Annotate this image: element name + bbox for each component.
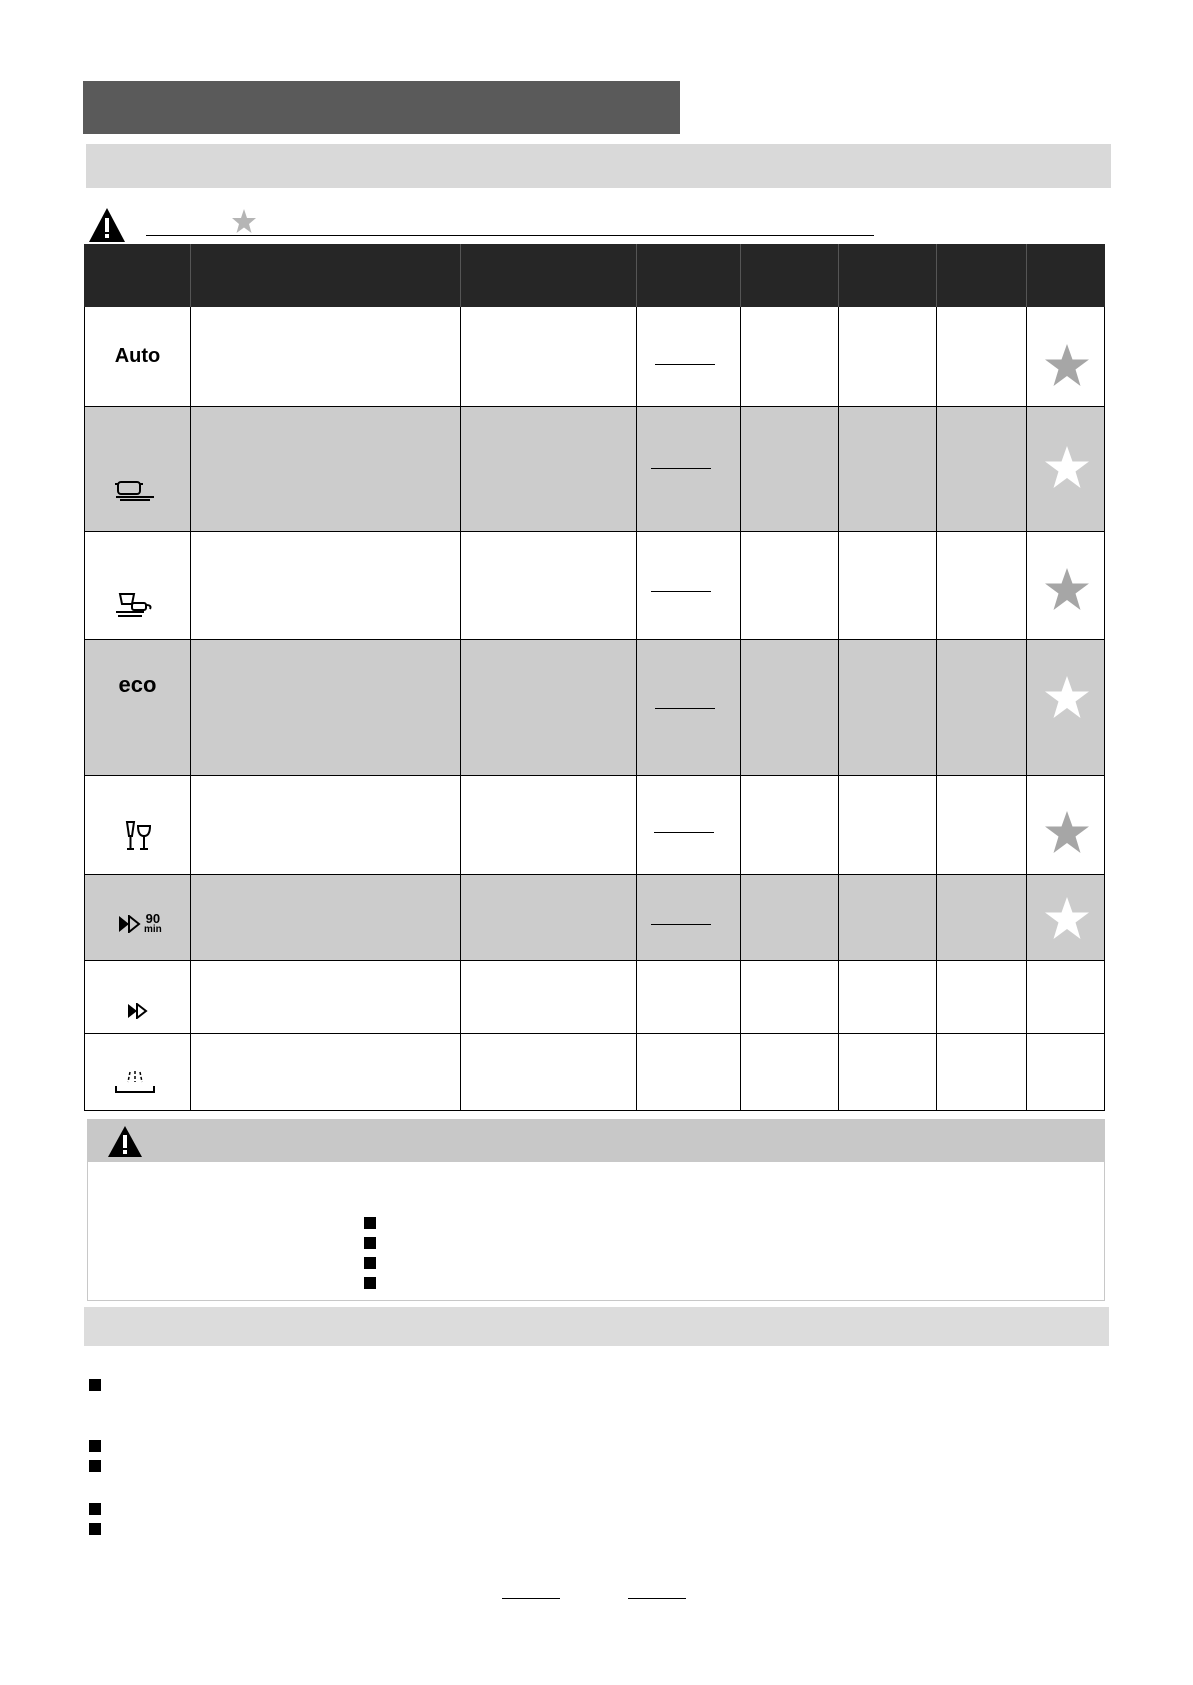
table-row: [84, 407, 1105, 532]
table-row: [84, 532, 1105, 640]
table-row: [84, 875, 1105, 961]
star-icon: [1044, 445, 1090, 489]
bullet-square: [89, 1440, 101, 1452]
warning-triangle-icon: [88, 207, 126, 243]
value-underline: [651, 591, 711, 592]
column-header: [637, 244, 741, 307]
blank-underline: [502, 1598, 560, 1599]
column-header: [839, 244, 937, 307]
section-subtitle-bar: [86, 144, 1111, 188]
star-icon: [1044, 343, 1090, 387]
star-icon: [1044, 810, 1090, 854]
rinse-icon: [114, 1068, 156, 1096]
note-header: [87, 1119, 1105, 1162]
column-header: [84, 244, 191, 307]
value-underline: [655, 364, 715, 365]
value-underline: [651, 924, 711, 925]
bullet-square: [364, 1257, 376, 1269]
table-row: [84, 1034, 1105, 1111]
table-header: [84, 244, 1105, 307]
value-underline: [654, 832, 714, 833]
column-header: [461, 244, 637, 307]
eco-icon: eco: [118, 672, 157, 697]
star-icon: [1044, 567, 1090, 611]
star-icon: [231, 208, 257, 234]
auto-icon: Auto: [114, 345, 161, 367]
table-row: [84, 307, 1105, 407]
star-icon: [1044, 896, 1090, 940]
warning-underline: [146, 235, 874, 236]
fast-forward-icon: [118, 915, 142, 933]
value-underline: [651, 468, 711, 469]
table-row: [84, 640, 1105, 776]
column-header: [1027, 244, 1105, 307]
table-row: [84, 961, 1105, 1034]
star-icon: [1044, 675, 1090, 719]
bullet-square: [364, 1237, 376, 1249]
blank-underline: [628, 1598, 686, 1599]
bullet-square: [364, 1277, 376, 1289]
pot-icon: [114, 478, 156, 502]
column-header: [937, 244, 1027, 307]
bullet-square: [89, 1379, 101, 1391]
table-row: [84, 776, 1105, 875]
bullet-square: [89, 1503, 101, 1515]
column-header: [191, 244, 461, 307]
bullet-square: [364, 1217, 376, 1229]
plate-cup-icon: [114, 592, 158, 618]
bullet-square: [89, 1523, 101, 1535]
footer-title-bar: [84, 1307, 1109, 1346]
warning-triangle-icon: [107, 1125, 143, 1158]
glass-icon: [125, 820, 153, 852]
value-underline: [655, 708, 715, 709]
fast-90-icon: 90 min: [118, 913, 162, 935]
column-header: [741, 244, 839, 307]
bullet-square: [89, 1460, 101, 1472]
section-title-bar: [83, 81, 680, 134]
program-table: [84, 244, 1105, 1111]
fast-icon: [127, 1003, 149, 1019]
